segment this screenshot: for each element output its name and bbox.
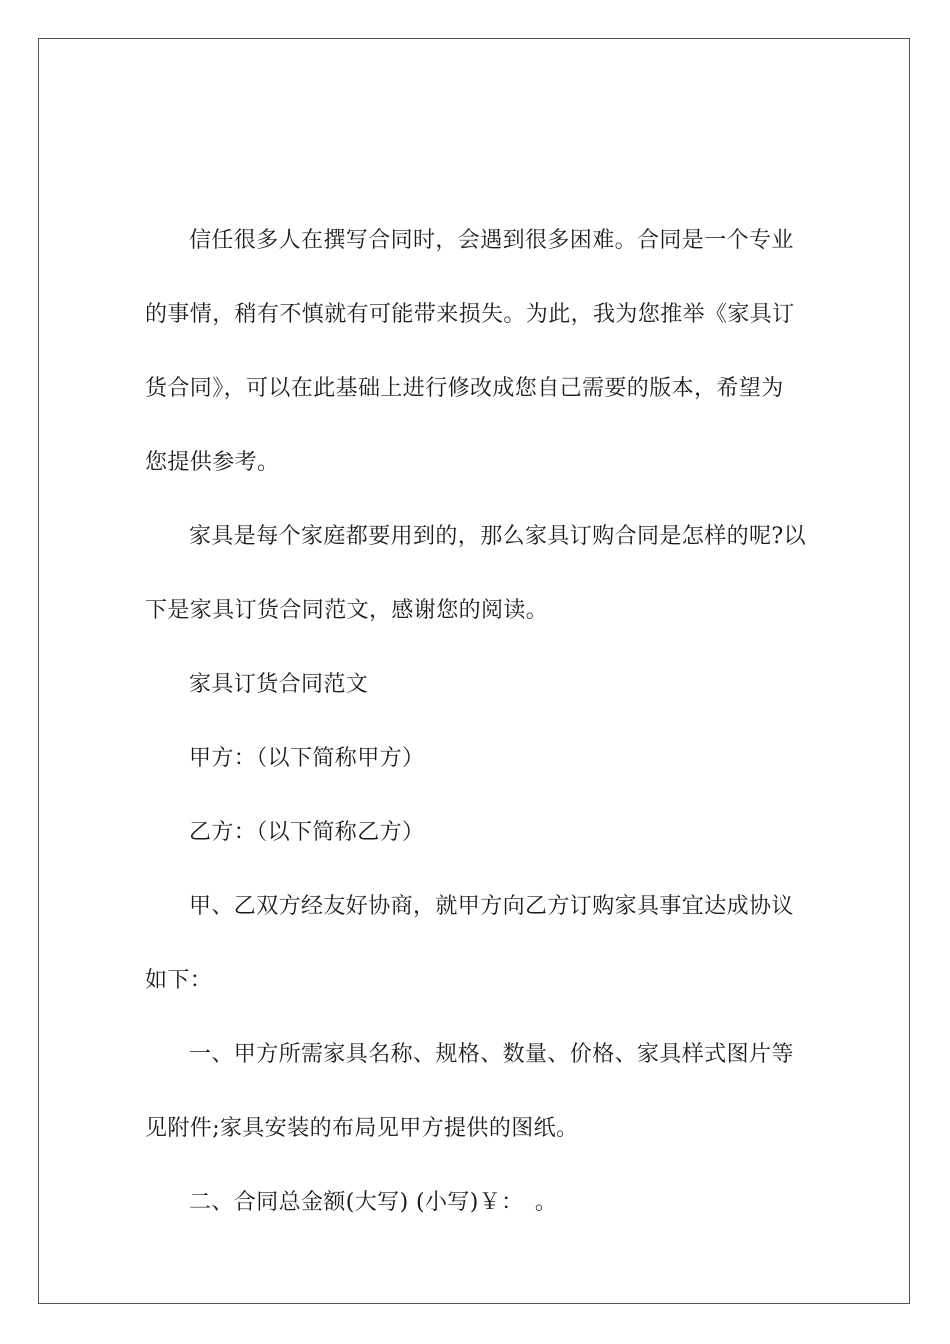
text-line: 您提供参考。 [145,450,280,475]
text-line: 下是家具订货合同范文，感谢您的阅读。 [145,598,549,623]
clause-one [145,1018,810,1166]
text-line: 一、甲方所需家具名称、规格、数量、价格、家具样式图片等 [189,1042,794,1067]
text-line: 信任很多人在撰写合同时，会遇到很多困难。合同是一个专业 [189,228,794,253]
text-line: 见附件;家具安装的布局见甲方提供的图纸。 [145,1116,579,1141]
paragraph-intro [145,204,810,500]
paragraph-furniture-question [145,500,810,648]
text-line: 家具订货合同范文 [189,672,369,697]
text-line: 乙方：（以下简称乙方） [189,820,425,845]
text-line: 甲方：（以下简称甲方） [189,746,425,771]
text-line: 的事情，稍有不慎就有可能带来损失。为此，我为您推举《家具订 [145,302,795,327]
text-line: 货合同》，可以在此基础上进行修改成您自己需要的版本，希望为 [145,376,784,401]
clause-two [145,1166,810,1240]
contract-title [145,648,810,722]
text-line: 家具是每个家庭都要用到的，那么家具订购合同是怎样的呢?以 [189,524,806,549]
paragraph-agreement [145,870,810,1018]
document-body [145,204,810,1240]
party-a-line [145,722,810,796]
party-b-line [145,796,810,870]
text-line: 如下： [145,968,213,993]
text-line: 甲、乙双方经友好协商，就甲方向乙方订购家具事宜达成协议 [189,894,794,919]
text-line: 二、合同总金额(大写) (小写)￥： 。 [189,1190,558,1215]
